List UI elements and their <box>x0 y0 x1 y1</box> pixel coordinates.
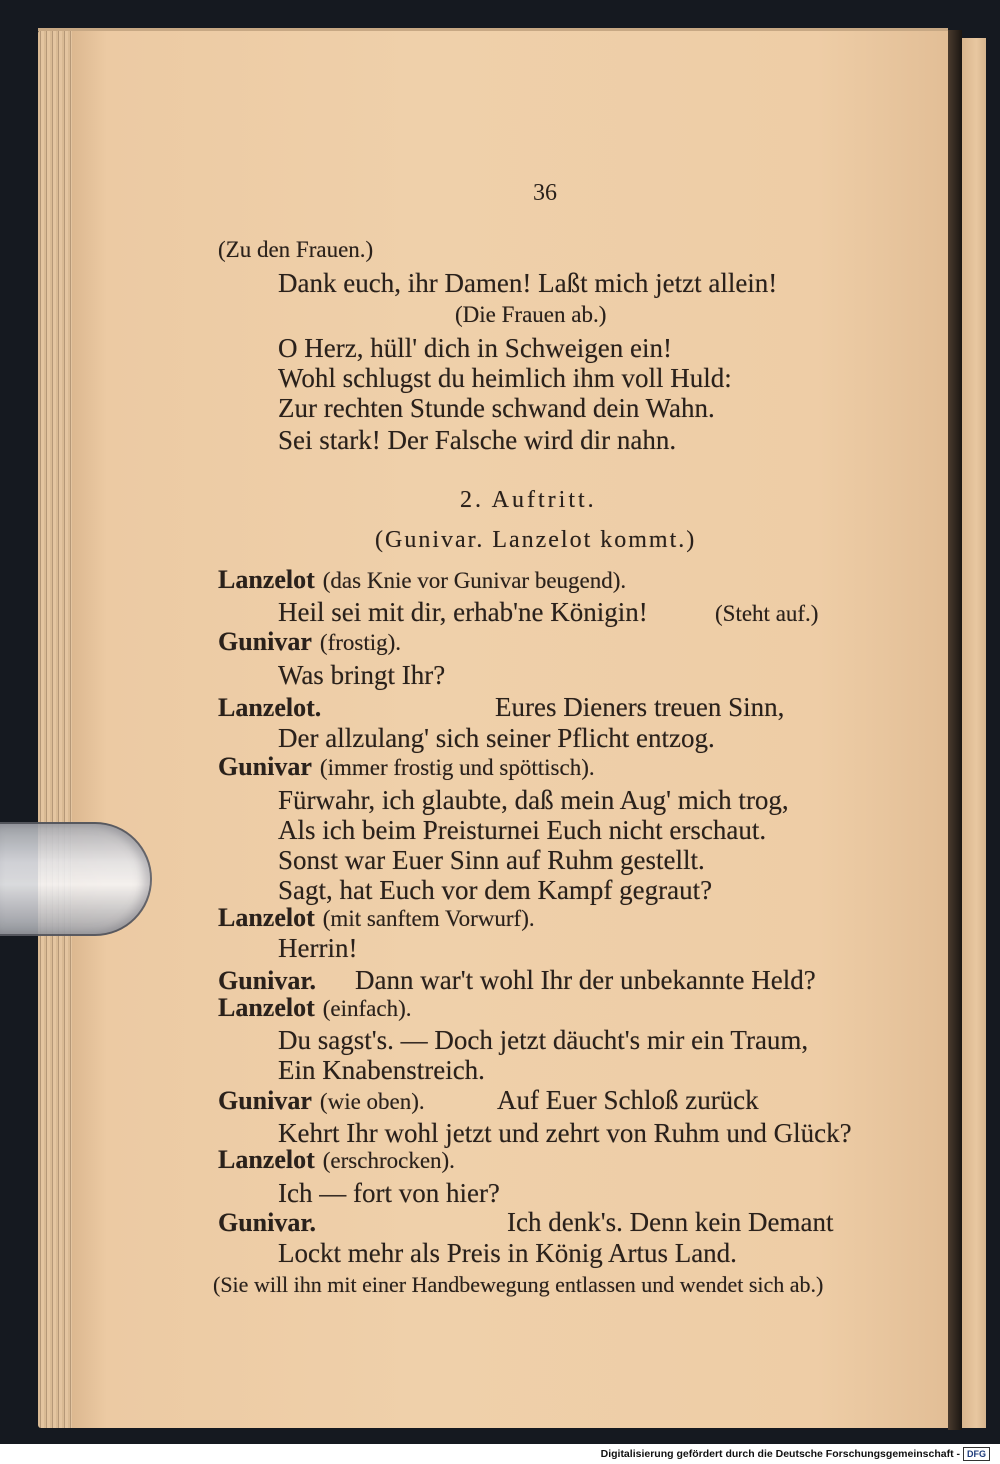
stage-direction-text: (erschrocken). <box>322 1148 455 1173</box>
speaker-line <box>218 1083 759 1117</box>
digitization-footer <box>0 1444 1000 1464</box>
next-page-edge <box>962 38 986 1428</box>
speaker-name: Gunivar. <box>218 1208 317 1237</box>
verse-line <box>278 783 789 817</box>
verse-text: Sagt, hat Euch vor dem Kampf gegraut? <box>278 875 713 905</box>
stage-direction-text: (Zu den Frauen.) <box>218 237 374 262</box>
stage-direction-text: (mit sanftem Vorwurf). <box>322 906 535 931</box>
stage-direction <box>455 298 606 332</box>
verse-line <box>278 813 766 847</box>
verse-line <box>278 931 357 965</box>
verse-text: Auf Euer Schloß zurück <box>497 1085 759 1115</box>
verse-line <box>278 658 445 692</box>
speaker-name: Lanzelot <box>218 1145 315 1174</box>
verse-line <box>278 361 732 395</box>
verse-line <box>278 391 715 425</box>
speaker-line <box>218 563 626 597</box>
stage-direction-text: (Die Frauen ab.) <box>455 302 607 327</box>
speaker-name: Lanzelot. <box>218 693 322 722</box>
verse-line <box>278 423 676 457</box>
speaker-line <box>218 1143 455 1177</box>
verse-text: Heil sei mit dir, erhab'ne Königin! <box>278 597 648 627</box>
stage-direction <box>213 1268 823 1302</box>
verse-line <box>278 1023 808 1057</box>
verse-line <box>278 595 818 629</box>
verse-line <box>278 266 777 300</box>
speaker-name: Gunivar <box>218 752 312 781</box>
verse-text: Der allzulang' sich seiner Pflicht entzog. <box>278 723 715 753</box>
verse-text: Was bringt Ihr? <box>278 660 446 690</box>
verse-line <box>278 1236 737 1270</box>
verse-text: Wohl schlugst du heimlich ihm voll Huld: <box>278 363 732 393</box>
stage-direction-text: (immer frostig und spöttisch). <box>319 755 595 780</box>
stage-direction-text: (Gunivar. Lanzelot kommt.) <box>375 527 697 553</box>
speaker-name: Lanzelot <box>218 903 315 932</box>
speaker-line <box>218 750 595 784</box>
speaker-name: Gunivar <box>218 627 312 656</box>
scene-heading <box>460 483 597 517</box>
speaker-name: Lanzelot <box>218 993 315 1022</box>
page-number: 36 <box>533 180 557 206</box>
verse-text: Dann war't wohl Ihr der unbekannte Held? <box>355 965 816 995</box>
verse-line <box>278 331 672 365</box>
dfg-logo: DFG <box>963 1447 990 1461</box>
scene-heading-text: 2. Auftritt. <box>460 487 597 513</box>
verse-text: Als ich beim Preisturnei Euch nicht erschaut. <box>278 815 767 845</box>
page-holder-clip <box>0 822 152 936</box>
verse-text: Eures Dieners treuen Sinn, <box>495 692 785 722</box>
speaker-name: Gunivar. <box>218 966 317 995</box>
verse-text: Ich denk's. Denn kein Demant <box>507 1207 834 1237</box>
verse-line <box>278 1053 485 1087</box>
scene-cast-direction <box>375 523 696 557</box>
verse-text: Herrin! <box>278 933 358 963</box>
stage-direction-text: (frostig). <box>319 630 402 655</box>
book-gutter <box>948 30 962 1430</box>
speaker-line <box>218 690 784 724</box>
stage-direction-text: (das Knie vor Gunivar beugend). <box>322 568 627 593</box>
stage-direction-text: (wie oben). <box>319 1089 425 1114</box>
stage-direction <box>218 233 373 267</box>
stage-direction-text: (Steht auf.) <box>715 601 819 626</box>
speaker-line <box>218 901 535 935</box>
speaker-name: Lanzelot <box>218 565 315 594</box>
verse-text: Dank euch, ihr Damen! Laßt mich jetzt allein! <box>278 268 778 298</box>
speaker-line <box>218 625 401 659</box>
verse-text: Ich — fort von hier? <box>278 1178 500 1208</box>
speaker-line <box>218 1205 834 1239</box>
verse-text: O Herz, hüll' dich in Schweigen ein! <box>278 333 673 363</box>
verse-text: Ein Knabenstreich. <box>278 1055 485 1085</box>
verse-text: Du sagst's. — Doch jetzt däucht's mir ein Traum, <box>278 1025 809 1055</box>
speaker-name: Gunivar <box>218 1086 312 1115</box>
verse-text: Zur rechten Stunde schwand dein Wahn. <box>278 393 715 423</box>
stage-direction-text: (Sie will ihn mit einer Handbewegung entlassen und wendet sich ab.) <box>213 1272 824 1297</box>
verse-line <box>278 843 705 877</box>
page-top-edge <box>38 28 948 31</box>
verse-text: Fürwahr, ich glaubte, daß mein Aug' mich trog, <box>278 785 789 815</box>
footer-credit-text: Digitalisierung gefördert durch die Deutsche Forschungsgemeinschaft - <box>600 1448 960 1460</box>
verse-text: Kehrt Ihr wohl jetzt und zehrt von Ruhm und Glück? <box>278 1118 852 1148</box>
verse-text: Lockt mehr als Preis in König Artus Land. <box>278 1238 737 1268</box>
speaker-line <box>218 991 412 1025</box>
verse-text: Sonst war Euer Sinn auf Ruhm gestellt. <box>278 845 705 875</box>
stage-direction-text: (einfach). <box>322 996 412 1021</box>
page-stack-edges <box>38 30 74 1428</box>
verse-text: Sei stark! Der Falsche wird dir nahn. <box>278 425 677 455</box>
